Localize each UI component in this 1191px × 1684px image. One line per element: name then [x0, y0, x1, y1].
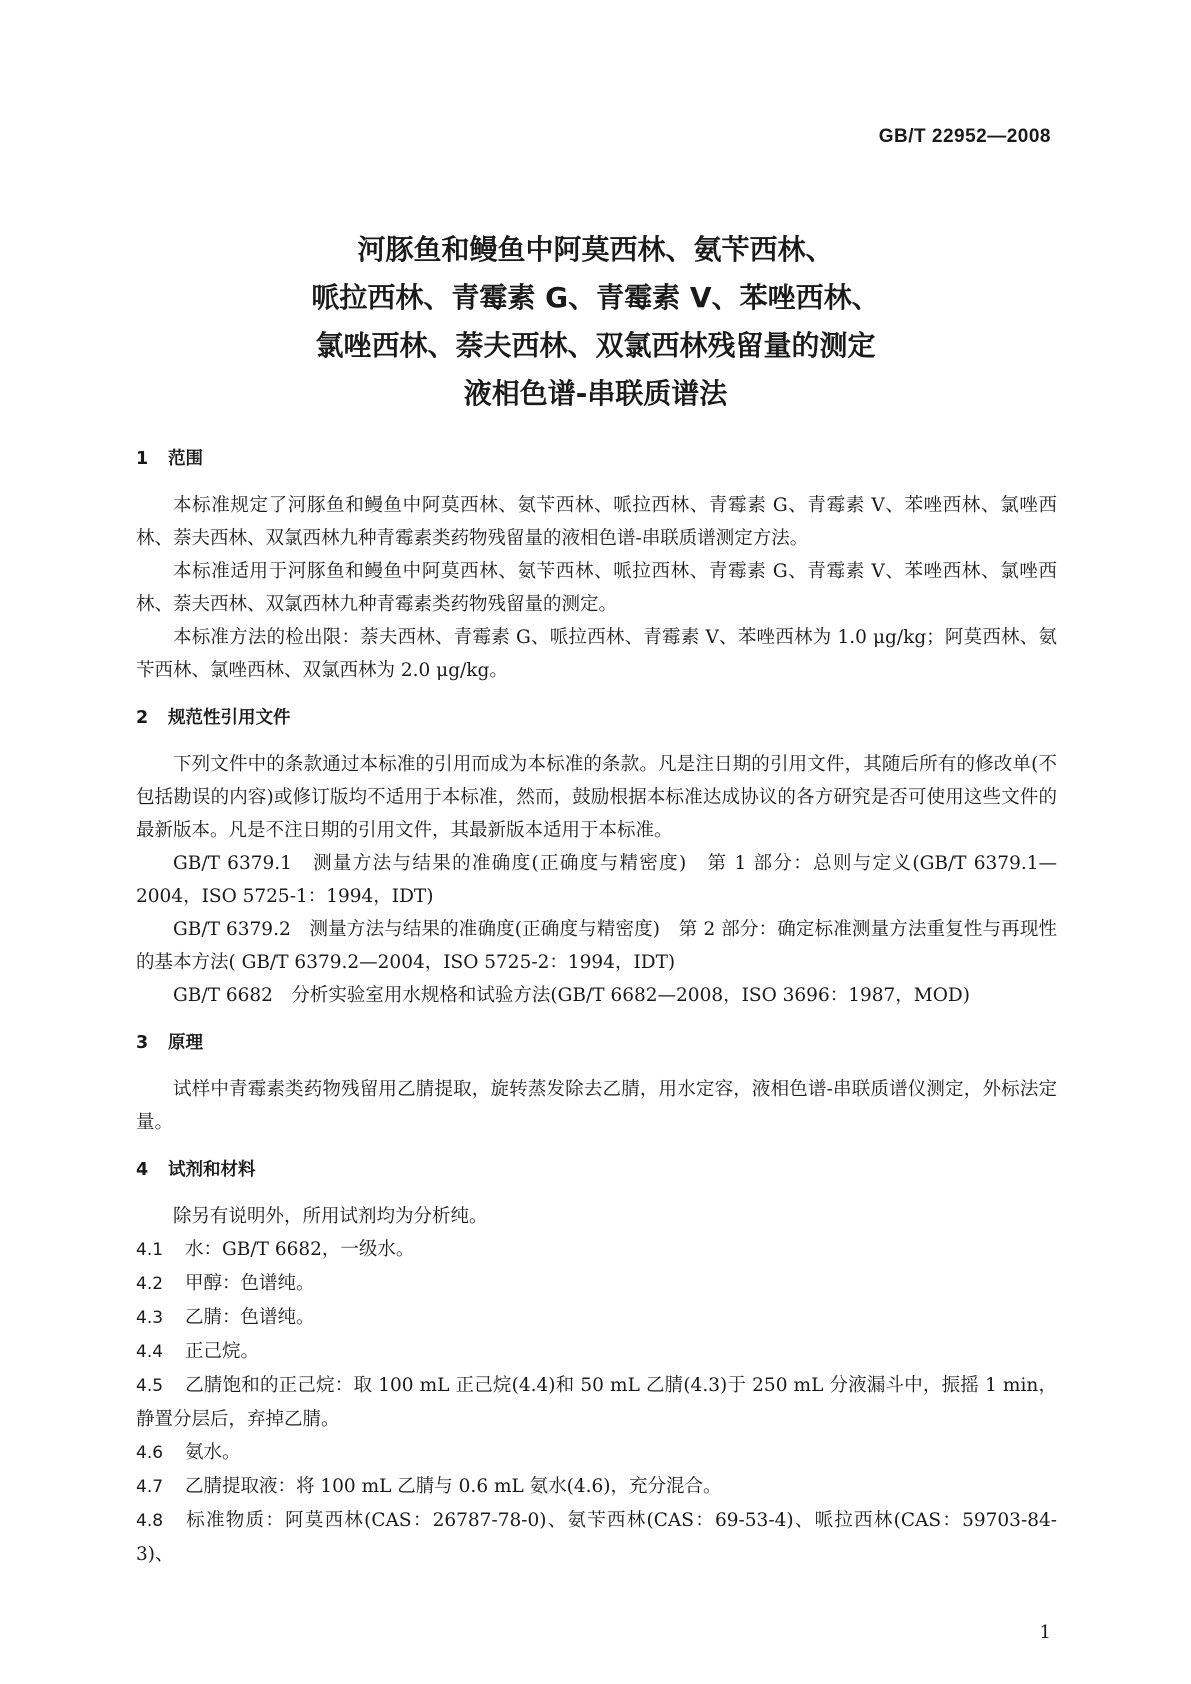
- section-heading-principle: [136, 1026, 1057, 1060]
- section-number: 4: [136, 1160, 149, 1180]
- item-number: 4.2: [136, 1274, 164, 1294]
- standard-number: GB/T 22952—2008: [878, 126, 1051, 147]
- title-line: 哌拉西林、青霉素 G、青霉素 V、苯唑西林、: [311, 281, 880, 314]
- section-heading-reagents: [136, 1153, 1057, 1187]
- list-item: [136, 1470, 1057, 1504]
- paragraph: 本标准适用于河豚鱼和鳗鱼中阿莫西林、氨苄西林、哌拉西林、青霉素 G、青霉素 V、苯唑西林、氯唑西林、萘夫西林、双氯西林九种青霉素类药物残留量的测定。: [136, 561, 1057, 615]
- item-text: 乙腈：色谱纯。: [185, 1307, 315, 1328]
- list-item: [136, 1335, 1057, 1369]
- page-number: 1: [1039, 1622, 1051, 1643]
- paragraph: 试样中青霉素类药物残留用乙腈提取，旋转蒸发除去乙腈，用水定容，液相色谱-串联质谱仪测定，外标法定量。: [136, 1079, 1057, 1133]
- section-title: 范围: [168, 449, 203, 469]
- item-number: 4.4: [136, 1342, 164, 1362]
- reference-entry: GB/T 6379.1 测量方法与结果的准确度(正确度与精密度) 第 1 部分：总则与定义(GB/T 6379.1—2004，ISO 5725-1：1994，IDT): [136, 853, 1057, 907]
- section-title: 原理: [168, 1033, 203, 1053]
- item-number: 4.7: [136, 1477, 164, 1497]
- reference-entry: GB/T 6379.2 测量方法与结果的准确度(正确度与精密度) 第 2 部分：确定标准测量方法重复性与再现性的基本方法( GB/T 6379.2—2004，ISO 5725-2：1994，IDT): [136, 919, 1057, 973]
- item-number: 4.5: [136, 1376, 164, 1396]
- section-number: 3: [136, 1033, 149, 1053]
- list-item: [136, 1504, 1057, 1571]
- paragraph: 本标准方法的检出限：萘夫西林、青霉素 G、哌拉西林、青霉素 V、苯唑西林为 1.0 μg/kg；阿莫西林、氨苄西林、氯唑西林、双氯西林为 2.0 μg/kg。: [136, 627, 1057, 681]
- paragraph: 本标准规定了河豚鱼和鳗鱼中阿莫西林、氨苄西林、哌拉西林、青霉素 G、青霉素 V、苯唑西林、氯唑西林、萘夫西林、双氯西林九种青霉素类药物残留量的液相色谱-串联质谱测定方法。: [136, 495, 1057, 549]
- list-item: [136, 1436, 1057, 1470]
- list-item: [136, 1233, 1057, 1267]
- section-title: 规范性引用文件: [168, 708, 291, 728]
- item-number: 4.3: [136, 1308, 164, 1328]
- item-number: 4.6: [136, 1443, 164, 1463]
- title-line: 河豚鱼和鳗鱼中阿莫西林、氨苄西林、: [357, 233, 834, 266]
- item-text: 乙腈提取液：将 100 mL 乙腈与 0.6 mL 氨水(4.6)，充分混合。: [185, 1476, 722, 1497]
- item-text: 氨水。: [185, 1442, 241, 1463]
- item-number: 4.8: [136, 1511, 164, 1531]
- item-number: 4.1: [136, 1240, 164, 1260]
- list-item: [136, 1267, 1057, 1301]
- section-heading-normative-references: [136, 701, 1057, 735]
- item-text: 标准物质：阿莫西林(CAS：26787-78-0)、氨苄西林(CAS：69-53-4)、哌拉西林(CAS：59703-84-3)、: [136, 1510, 1057, 1565]
- document-title: [0, 226, 1191, 418]
- section-number: 2: [136, 708, 149, 728]
- document-body: [136, 442, 1057, 1571]
- paragraph: 除另有说明外，所用试剂均为分析纯。: [173, 1206, 488, 1227]
- reference-entry: GB/T 6682 分析实验室用水规格和试验方法(GB/T 6682—2008，ISO 3696：1987，MOD): [173, 985, 970, 1006]
- item-text: 乙腈饱和的正己烷：取 100 mL 正己烷(4.4)和 50 mL 乙腈(4.3)于 250 mL 分液漏斗中，振摇 1 min，静置分层后，弃掉乙腈。: [136, 1375, 1057, 1430]
- item-text: 正己烷。: [185, 1341, 260, 1362]
- title-line: 氯唑西林、萘夫西林、双氯西林残留量的测定: [315, 329, 876, 362]
- paragraph: 下列文件中的条款通过本标准的引用而成为本标准的条款。凡是注日期的引用文件，其随后所有的修改单(不包括勘误的内容)或修订版均不适用于本标准，然而，鼓励根据本标准达成协议的各方研究是否可使用这些文件的最新版本。凡是不注日期的引用文件，其最新版本适用于本标准。: [136, 754, 1057, 841]
- list-item: [136, 1369, 1057, 1436]
- section-number: 1: [136, 449, 149, 469]
- list-item: [136, 1301, 1057, 1335]
- section-heading-scope: [136, 442, 1057, 476]
- title-line: 液相色谱-串联质谱法: [463, 377, 728, 410]
- item-text: 甲醇：色谱纯。: [185, 1273, 315, 1294]
- section-title: 试剂和材料: [168, 1160, 256, 1180]
- item-text: 水：GB/T 6682，一级水。: [185, 1239, 415, 1260]
